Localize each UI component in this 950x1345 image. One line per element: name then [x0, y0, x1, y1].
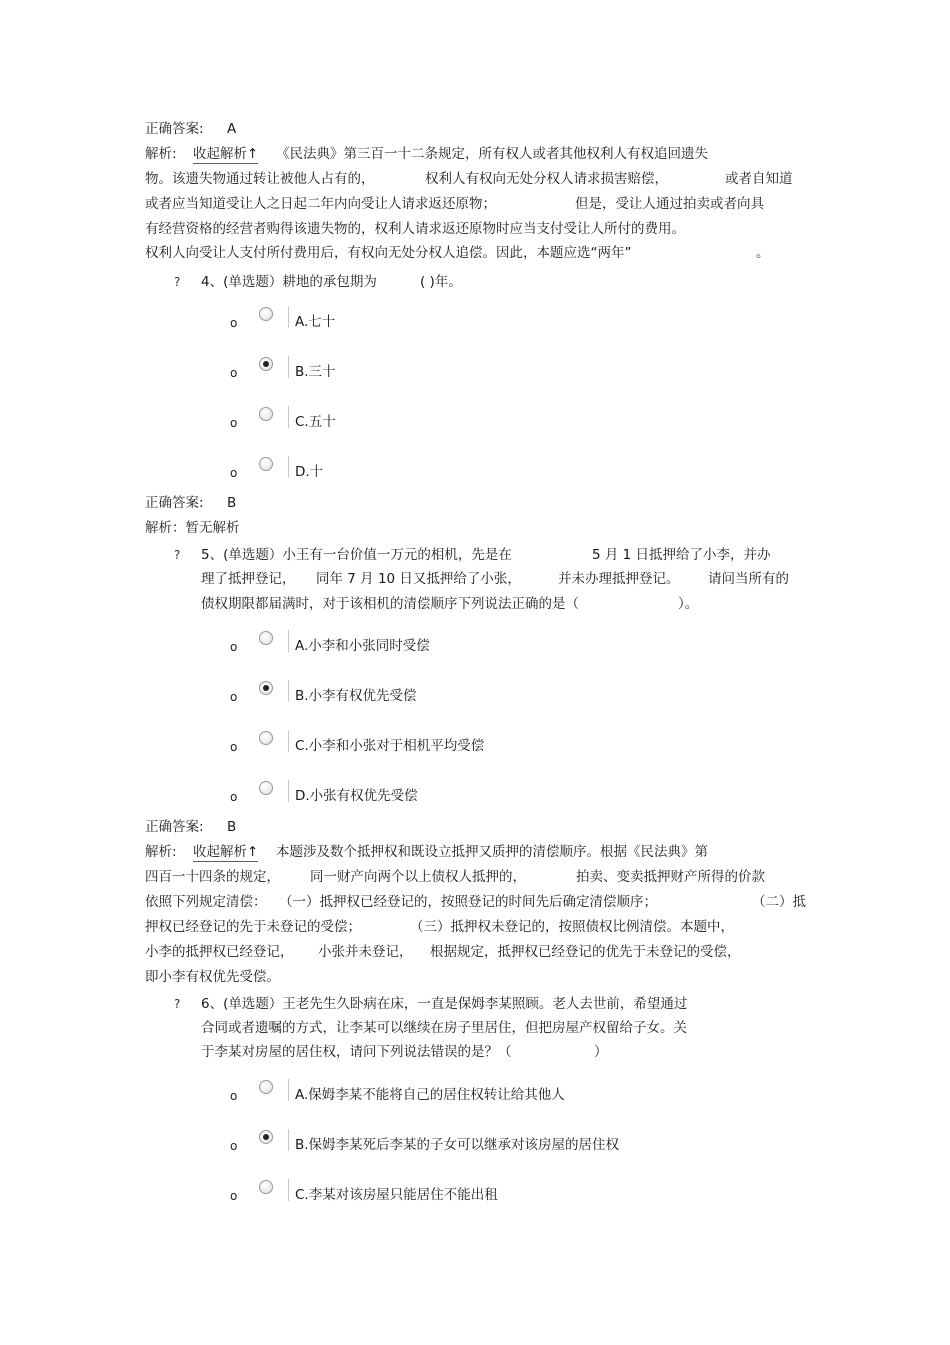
- list-bullet: o: [230, 1189, 238, 1203]
- q5-help-icon: ?: [174, 548, 181, 562]
- divider: [288, 1079, 289, 1101]
- radio-button[interactable]: [259, 631, 273, 645]
- divider: [288, 1129, 289, 1151]
- q5-analysis-line: （三）抵押权未登记的，按照债权比例清偿。本题中，: [410, 919, 734, 935]
- radio-button-selected[interactable]: [259, 1130, 273, 1144]
- q3-analysis-line: 权利人向受让人支付所付费用后，有权向无处分权人追偿。因此，本题应选“两年”: [145, 245, 632, 261]
- radio-button[interactable]: [259, 1080, 273, 1094]
- radio-button[interactable]: [259, 781, 273, 795]
- option-label: B.保姆李某死后李某的子女可以继承对该房屋的居住权: [295, 1137, 620, 1153]
- list-bullet: o: [230, 1139, 238, 1153]
- q5-analysis-line: 同一财产向两个以上债权人抵押的，: [310, 869, 526, 885]
- q5-answer-label: 正确答案:: [145, 819, 204, 835]
- radio-selected-dot: [263, 361, 269, 367]
- list-bullet: o: [230, 1089, 238, 1103]
- q3-analysis-label: 解析:: [145, 146, 177, 162]
- divider: [288, 356, 289, 378]
- radio-button-selected[interactable]: [259, 681, 273, 695]
- radio-button[interactable]: [259, 307, 273, 321]
- q5-analysis-line: 小张并未登记，: [318, 944, 413, 960]
- q3-analysis-line: 物。该遗失物通过转让被他人占有的，: [145, 171, 375, 187]
- divider: [288, 406, 289, 428]
- q5-analysis-label: 解析:: [145, 844, 177, 860]
- q5-question-text: 5 月 1 日抵押给了小李，并办: [592, 547, 771, 563]
- list-bullet: o: [230, 690, 238, 704]
- q4-analysis-text: 解析：暂无解析: [145, 520, 240, 536]
- radio-selected-dot: [263, 685, 269, 691]
- list-bullet: o: [230, 416, 238, 430]
- divider: [288, 456, 289, 478]
- radio-button[interactable]: [259, 407, 273, 421]
- list-bullet: o: [230, 316, 238, 330]
- divider: [288, 1179, 289, 1201]
- q5-question-text: 请问当所有的: [708, 571, 789, 587]
- q5-question-text: ）。: [678, 596, 699, 612]
- q3-analysis-line: 权利人有权向无处分权人请求损害赔偿，: [425, 171, 668, 187]
- divider: [288, 680, 289, 702]
- list-bullet: o: [230, 640, 238, 654]
- q4-question-text: 4、(单选题）耕地的承包期为: [201, 274, 377, 290]
- q3-answer-label: 正确答案:: [145, 121, 204, 137]
- q6-question-text: 于李某对房屋的居住权，请问下列说法错误的是？（: [201, 1044, 512, 1060]
- q6-question-text: ）: [594, 1044, 608, 1060]
- q5-analysis-line: 押权已经登记的先于未登记的受偿；: [145, 919, 361, 935]
- q4-answer-label: 正确答案:: [145, 495, 204, 511]
- q3-analysis-line: 。: [756, 245, 770, 261]
- q5-analysis-line: （二）抵: [752, 894, 806, 910]
- option-label: D.十: [295, 464, 324, 480]
- option-label: D.小张有权优先受偿: [295, 788, 418, 804]
- q5-analysis-line: 小李的抵押权已经登记，: [145, 944, 294, 960]
- radio-selected-dot: [263, 1134, 269, 1140]
- q5-question-text: 5、(单选题）小王有一台价值一万元的相机，先是在: [201, 547, 512, 563]
- radio-button-selected[interactable]: [259, 357, 273, 371]
- q4-answer-value: B: [227, 495, 237, 511]
- q4-question-text: ( )年。: [420, 274, 462, 290]
- q5-collapse-analysis-link[interactable]: 收起解析↑: [193, 844, 259, 860]
- divider: [288, 780, 289, 802]
- option-label: C.五十: [295, 414, 336, 430]
- q5-analysis-line: 根据规定，抵押权已经登记的优先于未登记的受偿，: [430, 944, 741, 960]
- q5-question-text: 同年 7 月 10 日又抵押给了小张，: [316, 571, 521, 587]
- q5-analysis-line: 拍卖、变卖抵押财产所得的价款: [576, 869, 765, 885]
- list-bullet: o: [230, 790, 238, 804]
- q3-analysis-line: 《民法典》第三百一十二条规定，所有权人或者其他权利人有权追回遗失: [276, 146, 708, 162]
- q3-analysis-line: 但是，受让人通过拍卖或者向具: [575, 196, 764, 212]
- divider: [288, 630, 289, 652]
- q5-analysis-line: 四百一十四条的规定，: [145, 869, 280, 885]
- list-bullet: o: [230, 740, 238, 754]
- q5-question-text: 理了抵押登记，: [201, 571, 296, 587]
- option-label: A.小李和小张同时受偿: [295, 638, 430, 654]
- option-label: A.七十: [295, 314, 336, 330]
- list-bullet: o: [230, 466, 238, 480]
- q5-question-text: 债权期限都届满时，对于该相机的清偿顺序下列说法正确的是（: [201, 596, 579, 612]
- radio-button[interactable]: [259, 1180, 273, 1194]
- radio-button[interactable]: [259, 731, 273, 745]
- divider: [288, 730, 289, 752]
- q5-answer-value: B: [227, 819, 237, 835]
- q5-analysis-line: （一）抵押权已经登记的，按照登记的时间先后确定清偿顺序；: [279, 894, 657, 910]
- list-bullet: o: [230, 366, 238, 380]
- q3-collapse-analysis-link[interactable]: 收起解析↑: [193, 146, 259, 162]
- q6-question-text: 合同或者遗嘱的方式，让李某可以继续在房子里居住，但把房屋产权留给子女。关: [201, 1020, 687, 1036]
- option-label: B.小李有权优先受偿: [295, 688, 417, 704]
- q5-analysis-line: 依照下列规定清偿：: [145, 894, 267, 910]
- q5-question-text: 并未办理抵押登记。: [558, 571, 680, 587]
- q5-analysis-line: 本题涉及数个抵押权和既设立抵押又质押的清偿顺序。根据《民法典》第: [276, 844, 708, 860]
- q4-help-icon: ?: [174, 275, 181, 289]
- option-label: B.三十: [295, 364, 336, 380]
- q6-question-text: 6、(单选题）王老先生久卧病在床，一直是保姆李某照顾。老人去世前，希望通过: [201, 996, 688, 1012]
- option-label: C.李某对该房屋只能居住不能出租: [295, 1187, 498, 1203]
- radio-button[interactable]: [259, 457, 273, 471]
- q5-analysis-line: 即小李有权优先受偿。: [145, 969, 280, 985]
- option-label: A.保姆李某不能将自己的居住权转让给其他人: [295, 1087, 565, 1103]
- option-label: C.小李和小张对于相机平均受偿: [295, 738, 485, 754]
- divider: [288, 306, 289, 328]
- q3-answer-value: A: [227, 121, 237, 137]
- q6-help-icon: ?: [174, 997, 181, 1011]
- q3-analysis-line: 或者应当知道受让人之日起二年内向受让人请求返还原物；: [145, 196, 496, 212]
- q3-analysis-line: 有经营资格的经营者购得该遗失物的，权利人请求返还原物时应当支付受让人所付的费用。: [145, 221, 685, 237]
- q3-analysis-line: 或者自知道: [725, 171, 793, 187]
